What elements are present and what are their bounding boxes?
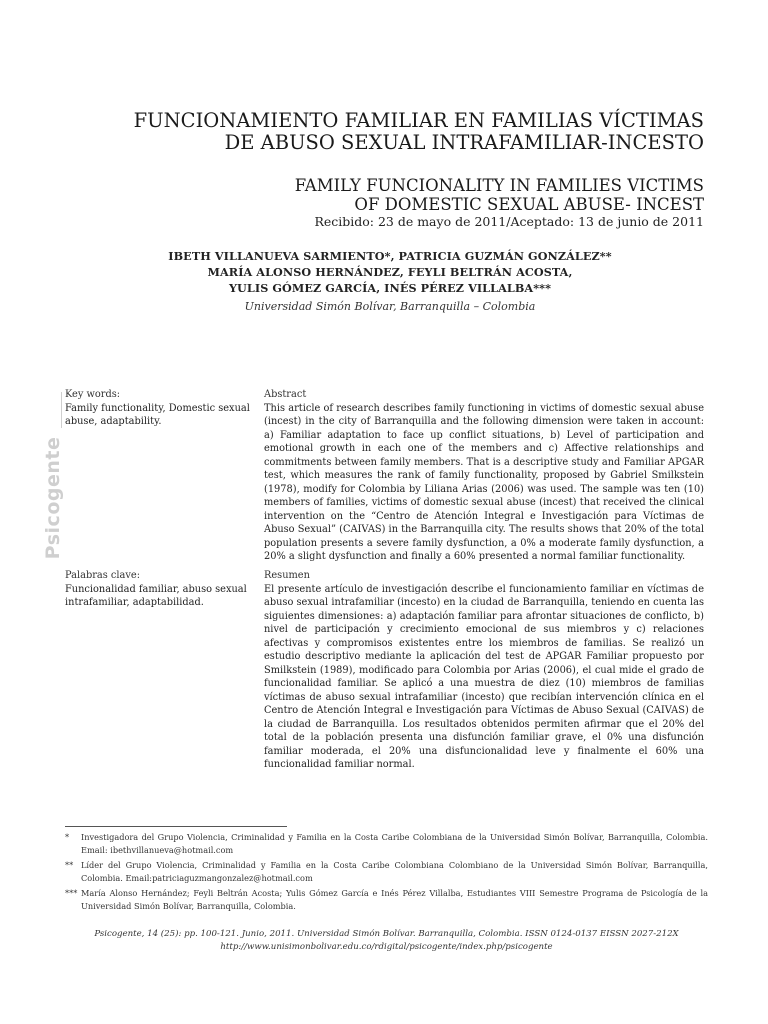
abstract-heading: Abstract: [264, 389, 307, 400]
citation-line: Psicogente, 14 (25): pp. 100-121. Junio, 2011. Universidad Simón Bolívar. Barranquilla, Colombia. ISSN 0124-0137 EISSN 2027-212X: [94, 929, 679, 939]
abstract-text: This article of research describes family functioning in victims of domestic sexual abuse (incest) in the city of Barranquilla and the following dimension were taken in account: a) Familiar adaptation to face up conflict situations, b) Level of participation and emotional growth in each one of the members and c) Affective relationships and commitments between family members. That is a descriptive study and Familiar APGAR test, which measures the rank of family functionality, proposed by Gabriel Smilkstein (1978), modify for Colombia by Liliana Arias (2006) was used. The sample was ten (10) members of families, victims of domestic sexual abuse (incest) that received the clinical intervention on the “Centro de Atención Integral e Investigación para Víctimas de Abuso Sexual” (CAIVAS) in the Barranquilla city. The results shows that 20% of the total population presents a severe family dysfunction, a 0% a moderate family dysfunction, a 20% a slight dysfunction and finally a 60% presented a normal familiar functionality.: [264, 402, 704, 562]
title-english-line: OF DOMESTIC SEXUAL ABUSE- INCEST: [354, 195, 704, 214]
keywords-text: Funcionalidad familiar, abuso sexual intrafamiliar, adaptabilidad.: [65, 583, 247, 608]
footnote-mark: **: [65, 860, 74, 870]
title-english: [104, 176, 704, 214]
journal-side-label: [38, 428, 68, 568]
abstract-text: El presente artículo de investigación describe el funcionamiento familiar en víctimas de abuso sexual intrafamiliar (incesto) en la ciudad de Barranquilla, teniendo en cuenta las siguientes dimensiones: a) adaptación familiar para afrontar situaciones de conflicto, b) nivel de participación y crecimiento emocional de sus miembros y c) relaciones afectivas y compromisos existentes entre los miembros de familias. Se realizó un estudio descriptivo mediante la aplicación del test de APGAR Familiar propuesto por Smilkstein (1989), modificado para Colombia por Arias (2006), el cual mide el grado de funcionalidad familiar. Se aplicó a una muestra de diez (10) miembros de familias víctimas de abuso sexual intrafamiliar (incesto) que recibían intervención clínica en el Centro de Atención Integral e Investigación para Víctimas de Abuso Sexual (CAIVAS) de la ciudad de Barranquilla. Los resultados obtenidos permiten afirmar que el 20% del total de la población presenta una disfunción familiar grave, el 0% una disfunción familiar moderada, el 20% una disfuncionalidad leve y finalmente el 60% una funcionalidad familiar normal.: [264, 583, 704, 770]
footnote-mark: ***: [65, 888, 78, 898]
side-divider: [61, 392, 62, 428]
footnote: [65, 831, 708, 856]
footnote-mark: *: [65, 832, 70, 842]
title-spanish-line: DE ABUSO SEXUAL INTRAFAMILIAR-INCESTO: [224, 131, 704, 154]
author-line: IBETH VILLANUEVA SARMIENTO*, PATRICIA GUZMÁN GONZÁLEZ**: [168, 249, 612, 263]
author-line: YULIS GÓMEZ GARCÍA, INÉS PÉREZ VILLALBA***: [228, 281, 552, 295]
footnote: [65, 859, 708, 884]
abstract-english: [264, 388, 704, 564]
footnote: [65, 887, 708, 912]
footnote-text: María Alonso Hernández; Feyli Beltrán Acosta; Yulis Gómez García e Inés Pérez Villalba, Estudiantes VIII Semestre Programa de Psicología de la Universidad Simón Bolívar, Barranquilla, Colombia.: [81, 888, 708, 911]
received-dates: Recibido: 23 de mayo de 2011/Aceptado: 13 de junio de 2011: [314, 214, 704, 229]
abstract-spanish: [264, 569, 704, 772]
keywords-heading: Key words:: [65, 389, 121, 400]
journal-side-label-text: Psicogente: [42, 436, 64, 560]
keywords-spanish: [65, 569, 255, 610]
footnotes: [65, 831, 708, 915]
citation-url: http://www.unisimonbolivar.edu.co/rdigital/psicogente/index.php/psicogente: [220, 942, 553, 952]
author-affiliation: Universidad Simón Bolívar, Barranquilla – Colombia: [244, 300, 536, 313]
keywords-english: [65, 388, 255, 429]
title-spanish: [104, 110, 704, 154]
keywords-text: Family functionality, Domestic sexual abuse, adaptability.: [65, 402, 250, 427]
journal-citation: [65, 928, 708, 954]
keywords-heading: Palabras clave:: [65, 570, 140, 581]
title-english-line: FAMILY FUNCIONALITY IN FAMILIES VICTIMS: [294, 176, 704, 195]
author-list: [100, 248, 680, 296]
author-line: MARÍA ALONSO HERNÁNDEZ, FEYLI BELTRÁN ACOSTA,: [207, 265, 573, 279]
footnote-text: Investigadora del Grupo Violencia, Criminalidad y Familia en la Costa Caribe Colombiana de la Universidad Simón Bolívar, Barranquilla, Colombia. Email: ibethvillanueva@hotmail.com: [81, 832, 708, 855]
footnote-divider: [65, 826, 287, 827]
footnote-text: Líder del Grupo Violencia, Criminalidad y Familia en la Costa Caribe Colombiana Colombiano de la Universidad Simón Bolívar, Barranquilla, Colombia. Email:patriciaguzmangonzalez@hotmail.com: [81, 860, 708, 883]
title-spanish-line: FUNCIONAMIENTO FAMILIAR EN FAMILIAS VÍCTIMAS: [133, 109, 704, 132]
abstract-heading: Resumen: [264, 570, 310, 581]
